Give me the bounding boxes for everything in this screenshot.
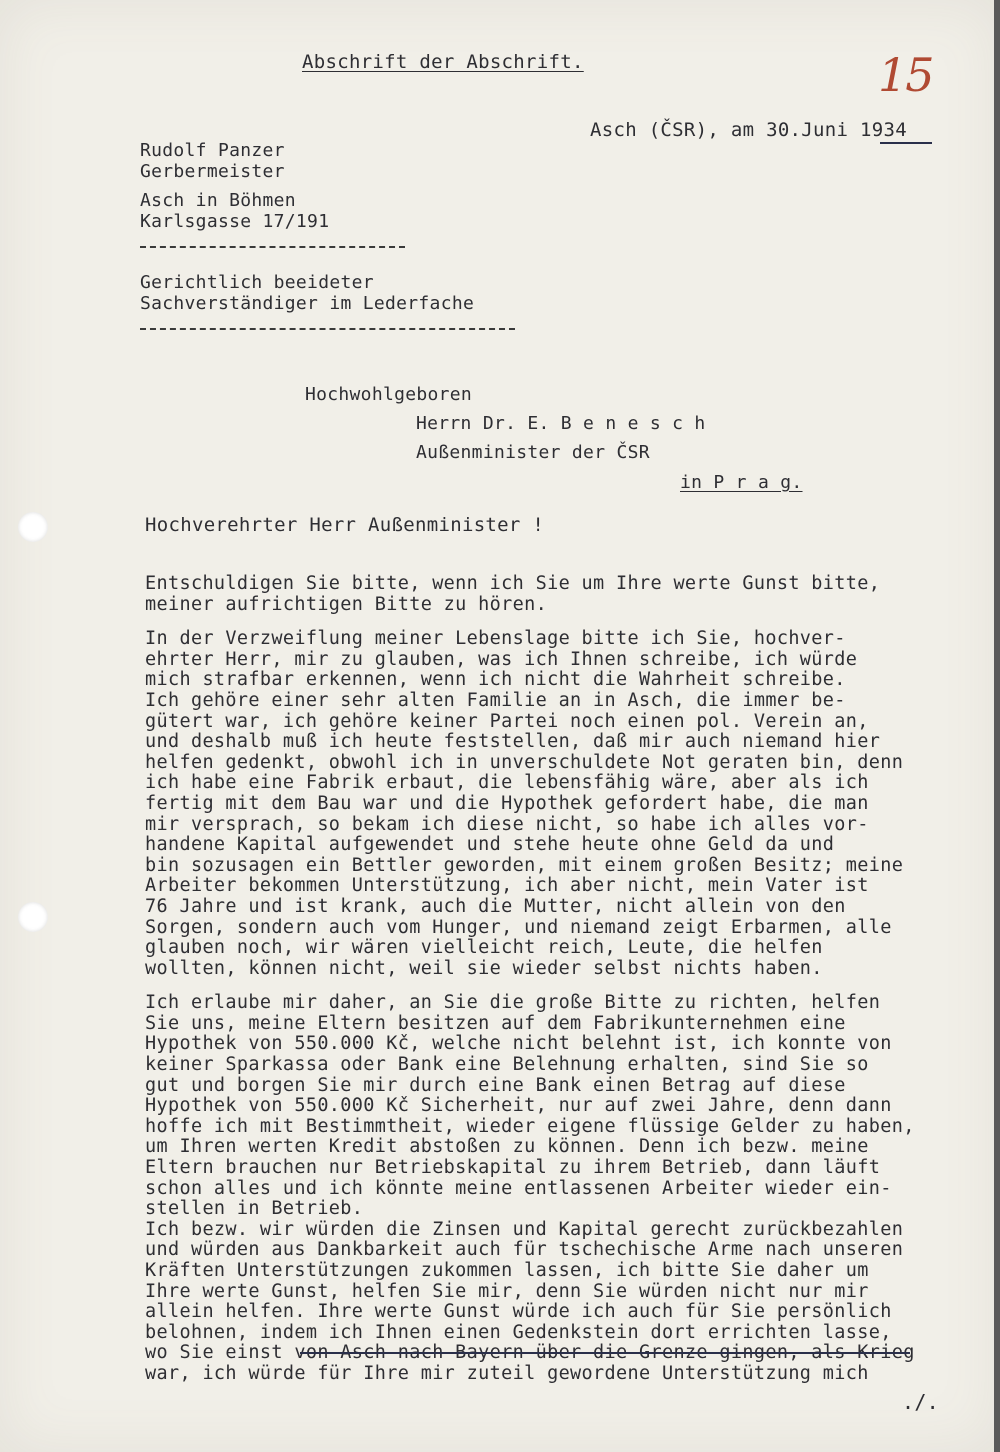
recipient-honorific: Hochwohlgeboren	[305, 384, 473, 405]
handwritten-underline	[300, 1352, 910, 1354]
paragraph-2: In der Verzweiflung meiner Lebenslage bitte ich Sie, hochver- ehrter Herr, mir zu glauben, was ich Ihnen schreibe, ich würde mich strafbar erkennen, wenn ich nicht die Wahrheit schreibe. Ich gehöre einer sehr alten Familie an in Asch, die immer be- gütert war, ich gehöre keiner Partei noch einen pol. Verein an, und deshalb muß ich heute feststellen, daß mir auch niemand hier helfen gedenkt, obwohl ich in unverschuldete Not geraten bin, denn ich habe eine Fabrik erbaut, die lebensfähig wäre, aber als ich fertig mit dem Bau war und die Hypothek gefordert habe, die man mir versprach, so bekam ich diese nicht, so habe ich alles vor- handene Kapital aufgewendet und stehe heute ohne Geld da und bin sozusagen ein Bettler geworden, mit einem großen Besitz; meine Arbeiter bekommen Unterstützung, ich aber nicht, mein Vater ist 76 Jahre und ist krank, auch die Mutter, nicht allein von den Sorgen, sondern auch vom Hunger, und niemand zeigt Erbarmen, alle glauben noch, wir wären vielleicht reich, Leute, die helfen wollten, können nicht, weil sie wieder selbst nichts haben.	[145, 628, 904, 979]
sender-title-line-2: Sachverständiger im Lederfache	[140, 293, 475, 314]
sender-title-line-1: Gerichtlich beeideter	[140, 272, 374, 293]
sender-title-rule	[140, 328, 515, 330]
sender-occupation: Gerbermeister	[140, 161, 285, 182]
document-title: Abschrift der Abschrift.	[302, 51, 584, 73]
salutation: Hochverehrter Herr Außenminister !	[145, 514, 545, 536]
recipient-name: Herrn Dr. E. B e n e s c h	[416, 413, 706, 434]
recipient-city: in P r a g.	[680, 472, 803, 493]
continuation-mark: ./.	[902, 1390, 940, 1414]
page-edge	[994, 0, 1000, 1452]
letter-body	[145, 574, 975, 1399]
sender-rule	[140, 246, 405, 248]
place-date: Asch (ČSR), am 30.Juni 1934	[590, 119, 907, 141]
punch-hole-bottom	[18, 902, 48, 932]
sender-town: Asch in Böhmen	[140, 190, 296, 211]
sender-street: Karlsgasse 17/191	[140, 211, 330, 232]
punch-hole-top	[18, 512, 48, 542]
date-underline	[880, 142, 932, 144]
recipient-title: Außenminister der ČSR	[416, 442, 650, 463]
sender-name: Rudolf Panzer	[140, 140, 285, 161]
paragraph-1: Entschuldigen Sie bitte, wenn ich Sie um Ihre werte Gunst bitte, meiner aufrichtigen Bitte zu hören.	[145, 573, 881, 615]
folio-number: 15	[878, 48, 933, 102]
paragraph-3: Ich erlaube mir daher, an Sie die große Bitte zu richten, helfen Sie uns, meine Eltern besitzen auf dem Fabrikunternehmen eine Hypothek von 550.000 Kč, welche nicht belehnt ist, ich konnte von keiner Sparkassa oder Bank eine Belehnung erhalten, sind Sie so gut und borgen Sie mir durch eine Bank einen Betrag auf diese Hypothek von 550.000 Kč Sicherheit, nur auf zwei Jahre, denn dann hoffe ich mit Bestimmtheit, wieder eigene flüssige Gelder zu haben, um Ihren werten Kredit abstoßen zu können. Denn ich bezw. meine Eltern brauchen nur Betriebskapital zu ihrem Betrieb, dann läuft schon alles und ich könnte meine entlassenen Arbeiter wieder ein- stellen in Betrieb. Ich bezw. wir würden die Zinsen und Kapital gerecht zurückbezahlen und würden aus Dankbarkeit auch für tschechische Arme nach unseren Kräften Unterstützungen zukommen lassen, ich bitte Sie daher um Ihre werte Gunst, helfen Sie mir, denn Sie würden nicht nur mir allein helfen. Ihre werte Gunst würde ich auch für Sie persönlich belohnen, indem ich Ihnen einen Gedenkstein dort errichten lasse, wo Sie einst von Asch nach Bayern über die Grenze gingen, als Krieg war, ich würde für Ihre mir zuteil gewordene Unterstützung mich	[145, 992, 915, 1384]
